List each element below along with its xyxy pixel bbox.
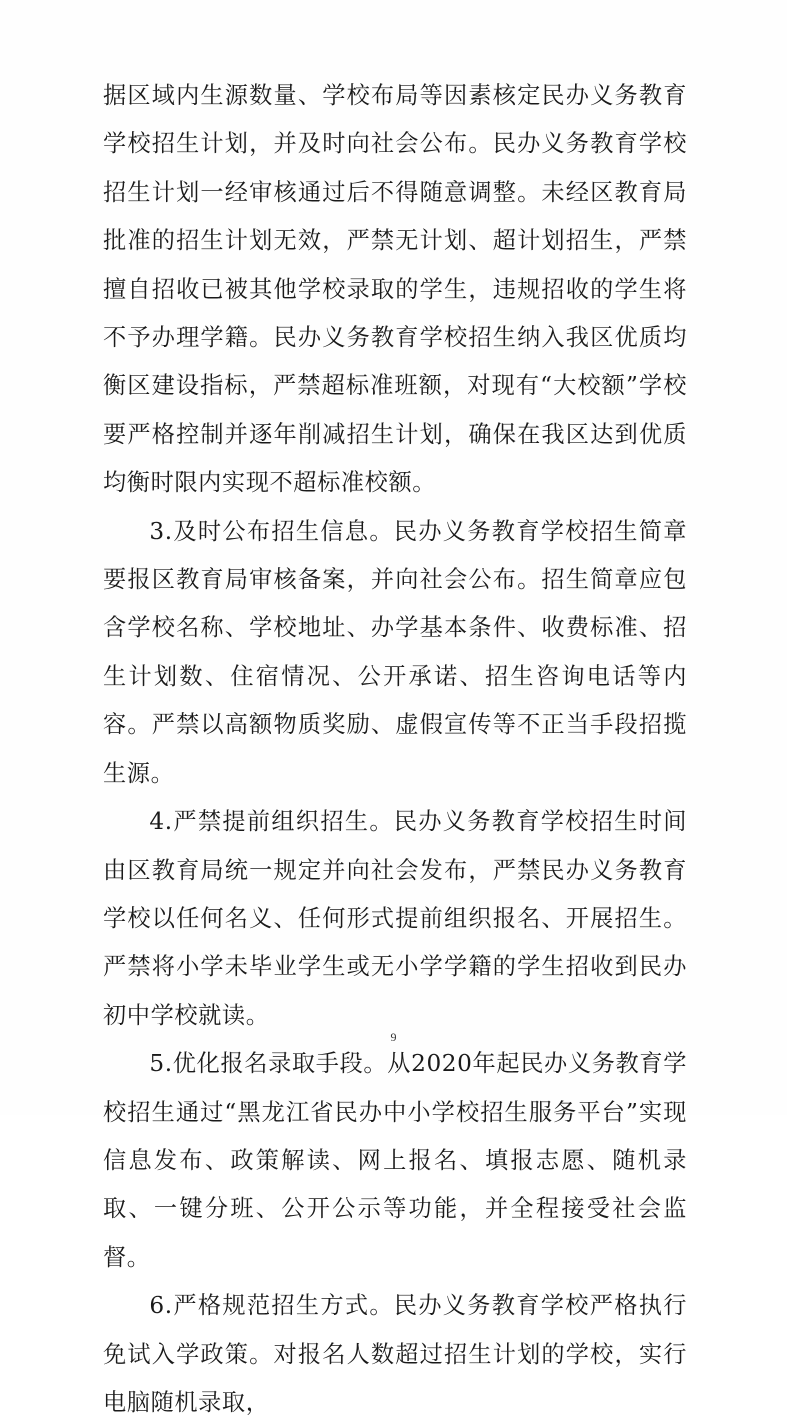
body-text [103, 72, 687, 1427]
paragraph-item-4: 4.严禁提前组织招生。民办义务教育学校招生时间由区教育局统一规定并向社会发布，严禁民办义务教育学校以任何名义、任何形式提前组织报名、开展招生。严禁将小学未毕业学生或无小学学籍的学生招收到民办初中学校就读。 [103, 808, 687, 1029]
page-number: 9 [390, 1030, 397, 1044]
paragraph-continuation: 据区域内生源数量、学校布局等因素核定民办义务教育学校招生计划，并及时向社会公布。民办义务教育学校招生计划一经审核通过后不得随意调整。未经区教育局批准的招生计划无效，严禁无计划、超计划招生，严禁擅自招收已被其他学校录取的学生，违规招收的学生将不予办理学籍。民办义务教育学校招生纳入我区优质均衡区建设指标，严禁超标准班额，对现有“大校额”学校要严格控制并逐年削减招生计划，确保在我区达到优质均衡时限内实现不超标准校额。 [103, 82, 687, 497]
paragraph-item-3: 3.及时公布招生信息。民办义务教育学校招生简章要报区教育局审核备案，并向社会公布。招生简章应包含学校名称、学校地址、办学基本条件、收费标准、招生计划数、住宿情况、公开承诺、招生咨询电话等内容。严禁以高额物质奖励、虚假宣传等不正当手段招揽生源。 [103, 517, 687, 787]
paragraph-item-6: 6.严格规范招生方式。民办义务教育学校严格执行免试入学政策。对报名人数超过招生计划的学校，实行电脑随机录取， [103, 1292, 687, 1416]
paragraph-item-5: 5.优化报名录取手段。从2020年起民办义务教育学校招生通过“黑龙江省民办中小学校招生服务平台”实现信息发布、政策解读、网上报名、填报志愿、随机录取、一键分班、公开公示等功能，并全程接受社会监督。 [103, 1050, 687, 1271]
